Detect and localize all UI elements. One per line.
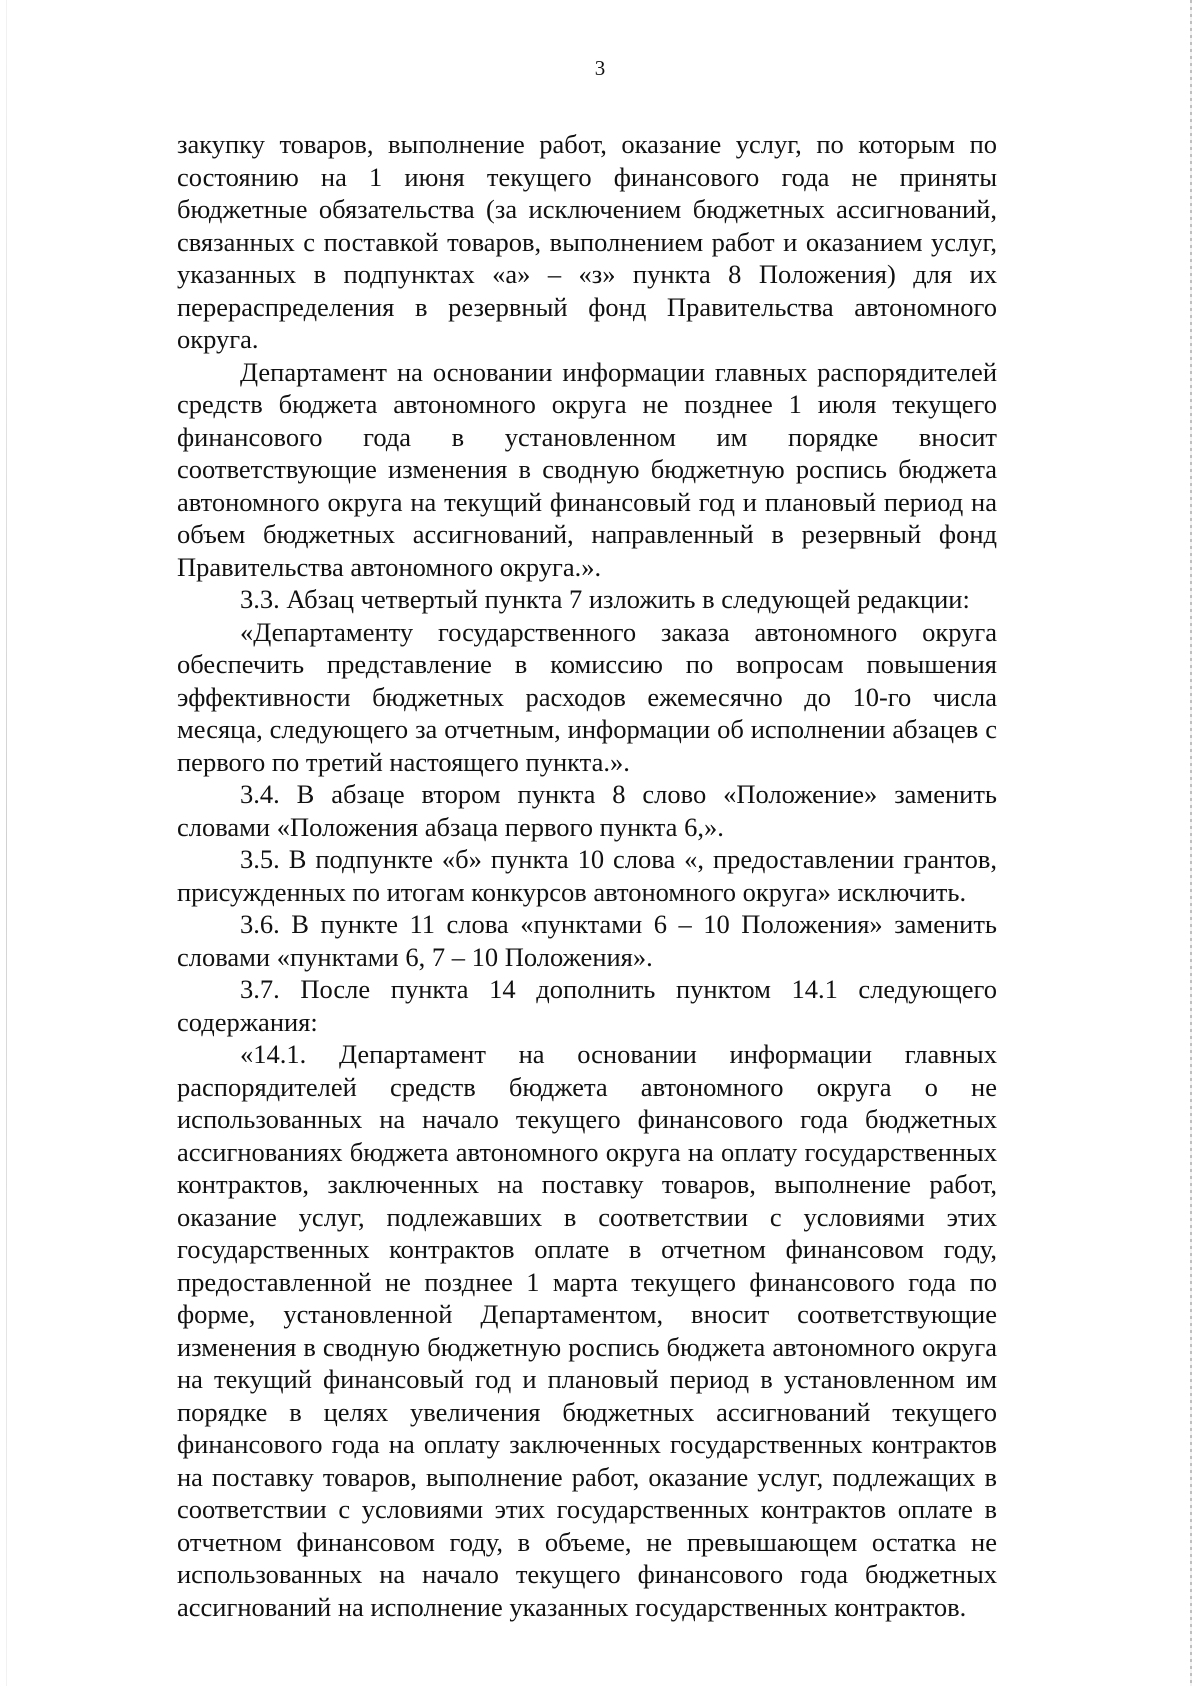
paragraph-item-3-3-text: «Департаменту государственного заказа автономного округа обеспечить представление в комиссию по вопросам повышения эффективности бюджетных расходов ежемесячно до 10-го числа месяца, следующего за отчетным, информации об исполнении абзацев с первого по третий настоящего пункта.». — [177, 616, 997, 777]
paragraph-continuation: закупку товаров, выполнение работ, оказание услуг, по которым по состоянию на 1 июня текущего финансового года не приняты бюджетные обязательства (за исключением бюджетных ассигнований, связанных с поставкой товаров, выполнением работ и оказанием услуг, указанных в подпунктах «а» – «з» пункта 8 Положения) для их перераспределения в резервный фонд Правительства автономного округа. — [177, 129, 997, 354]
document-body — [177, 128, 997, 1623]
scan-edge-left — [6, 0, 7, 1686]
paragraph-item-3-5: 3.5. В подпункте «б» пункта 10 слова «, предоставлении грантов, присужденных по итогам конкурсов автономного округа» исключить. — [177, 844, 997, 907]
paragraph-item-3-3: 3.3. Абзац четвертый пункта 7 изложить в следующей редакции: — [240, 584, 970, 614]
paragraph-department-reserve: Департамент на основании информации главных распорядителей средств бюджета автономного округа не позднее 1 июля текущего финансового года в установленном им порядке вносит соответствующие изменения в сводную бюджетную роспись бюджета автономного округа на текущий финансовый год и плановый период на объем бюджетных ассигнований, направленный в резервный фонд Правительства автономного округа.». — [177, 356, 997, 582]
paragraph-item-14-1: «14.1. Департамент на основании информации главных распорядителей средств бюджета автономного округа о не использованных на начало текущего финансового года бюджетных ассигнованиях бюджета автономного округа на оплату государственных контрактов, заключенных на поставку товаров, выполнение работ, оказание услуг, подлежавших в соответствии с условиями этих государственных контрактов оплате в отчетном финансовом году, предоставленной не позднее 1 марта текущего финансового года по форме, установленной Департаментом, вносит соответствующие изменения в сводную бюджетную роспись бюджета автономного округа на текущий финансовый год и плановый период в установленном им порядке в целях увеличения бюджетных ассигнований текущего финансового года на оплату заключенных государственных контрактов на поставку товаров, выполнение работ, оказание услуг, подлежащих в соответствии с условиями этих государственных контрактов оплате в отчетном финансовом году, в объеме, не превышающем остатка не использованных на начало текущего финансового года бюджетных ассигнований на исполнение указанных государственных контрактов. — [177, 1039, 997, 1622]
paragraph-item-3-7: 3.7. После пункта 14 дополнить пунктом 14.1 следующего содержания: — [177, 974, 997, 1037]
paragraph-item-3-6: 3.6. В пункте 11 слова «пунктами 6 – 10 Положения» заменить словами «пунктами 6, 7 – 10 Положения». — [177, 909, 997, 972]
paragraph-item-3-4: 3.4. В абзаце втором пункта 8 слово «Положение» заменить словами «Положения абзаца первого пункта 6,». — [177, 779, 997, 842]
page-number: 3 — [594, 56, 606, 80]
scan-edge-right — [1190, 0, 1192, 1686]
